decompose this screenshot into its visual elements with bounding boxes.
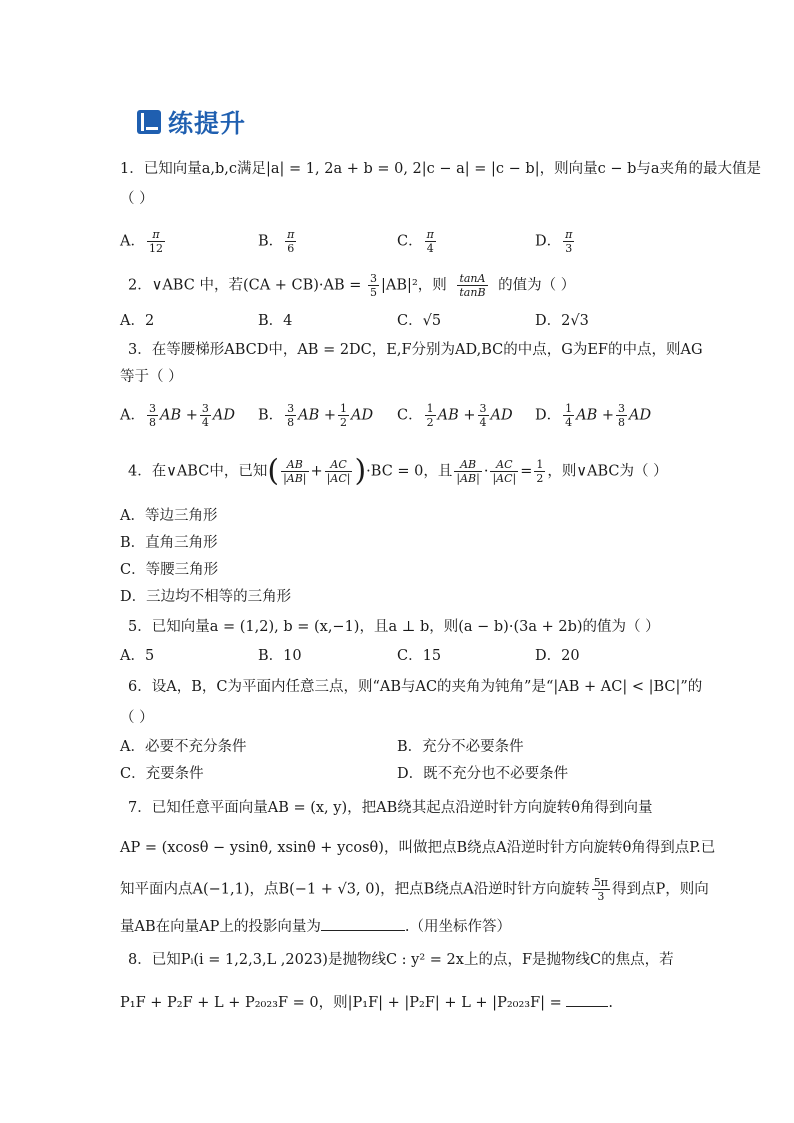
q3-stem-line2: 等于（ ） bbox=[120, 369, 183, 385]
q4-option-c: C．等腰三角形 bbox=[120, 562, 219, 578]
q2-option-d: D．2√3 bbox=[535, 313, 589, 329]
q4-stem: 4．在∨ABC中，已知( $\frac{AB}{|AB|}$ + $\frac{AC}{|AC|}$ )·BC = 0，且 $\frac{AB}{|AB|}$ · $\frac{AC}{|AC|}$ = $\frac{1}{2}$ ，则∨ABC为（ ） bbox=[128, 453, 668, 489]
q2-stem: 2．∨ABC 中，若(CA + CB)·AB = $\frac{3}{5}$ |AB|²，则 $\frac{\tan A}{\tan B}$ 的值为（ ） bbox=[128, 272, 576, 299]
q3-option-c-coef2: $\frac{3}{4}$ bbox=[479, 402, 487, 429]
section-title: 练提升 bbox=[168, 109, 247, 138]
q3-option-a-coef1: $\frac{3}{8}$ bbox=[148, 402, 156, 429]
q3-option-d-coef2: $\frac{3}{8}$ bbox=[618, 402, 626, 429]
section-header bbox=[136, 104, 246, 140]
q3-option-b-coef2: $\frac{1}{2}$ bbox=[340, 402, 348, 429]
q5-stem: 5．已知向量a = (1,2), b = (x,−1)，且a ⊥ b，则(a − b)·(3a + 2b)的值为（ ） bbox=[128, 619, 660, 635]
q5-option-b: B．10 bbox=[258, 648, 302, 664]
q1-option-a-fraction: $\frac{\pi}{12}$ bbox=[148, 228, 163, 255]
q2-option-c: C．√5 bbox=[397, 313, 442, 329]
book-icon bbox=[136, 109, 162, 135]
q1-stem-line2: （ ） bbox=[120, 191, 154, 207]
q7-stem-line2: AP = (xcosθ − ysinθ, xsinθ + ycosθ)，叫做把点B绕点A沿逆时针方向旋转θ角得到点P.已 bbox=[120, 840, 716, 856]
q4-option-a: A．等边三角形 bbox=[120, 508, 218, 524]
q1-option-c: C． $\frac{\pi}{4}$ bbox=[397, 228, 434, 255]
q6-option-b: B．充分不必要条件 bbox=[397, 739, 524, 755]
q1-stem-line1: 1．已知向量a,b,c满足|a| = 1, 2a + b = 0, 2|c − a| = |c − b|，则向量c − b与a夹角的最大值是 bbox=[120, 161, 762, 177]
q3-option-b: B． $\frac{3}{8}$ AB + $\frac{1}{2}$ AD bbox=[258, 402, 374, 429]
q1-option-d: D． $\frac{\pi}{3}$ bbox=[535, 228, 573, 255]
q4-fraction-half: $\frac{1}{2}$ bbox=[536, 458, 544, 485]
q1-option-a: A． $\frac{\pi}{12}$ bbox=[120, 228, 163, 255]
q6-option-c: C．充要条件 bbox=[120, 766, 204, 782]
q6-stem-line2: （ ） bbox=[120, 710, 154, 726]
q8-stem-line2: P₁F + P₂F + L + P₂₀₂₃F = 0，则|P₁F| + |P₂F| + L + |P₂₀₂₃F| = . bbox=[120, 992, 613, 1013]
q4-option-b: B．直角三角形 bbox=[120, 535, 218, 551]
q1-option-b: B． $\frac{\pi}{6}$ bbox=[258, 228, 295, 255]
q4-unit-ac-2: $\frac{AC}{|AC|}$ bbox=[492, 458, 517, 485]
q8-stem-line1: 8．已知Pᵢ(i = 1,2,3,L ,2023)是抛物线C : y² = 2x上的点，F是抛物线C的焦点，若 bbox=[128, 952, 674, 968]
q7-answer-blank[interactable] bbox=[321, 916, 405, 931]
q7-stem-line4: 量AB在向量AP上的投影向量为 .（用坐标作答） bbox=[120, 916, 511, 937]
q8-answer-blank[interactable] bbox=[566, 992, 608, 1007]
q4-right-paren: ) bbox=[354, 453, 367, 489]
q7-rotation-angle: $\frac{5\pi}{3}$ bbox=[593, 876, 608, 903]
q4-unit-ac: $\frac{AC}{|AC|}$ bbox=[326, 458, 351, 485]
q4-unit-ab-2: $\frac{AB}{|AB|}$ bbox=[456, 458, 480, 485]
q4-unit-ab: $\frac{AB}{|AB|}$ bbox=[283, 458, 307, 485]
q2-fraction-tan-ratio: $\frac{\tan A}{\tan B}$ bbox=[459, 272, 486, 299]
q7-stem-line3: 知平面内点A(−1,1)，点B(−1 + √3, 0)，把点B绕点A沿逆时针方向旋转 $\frac{5\pi}{3}$ 得到点P，则向 bbox=[120, 876, 709, 903]
q1-option-d-fraction: $\frac{\pi}{3}$ bbox=[565, 228, 573, 255]
q5-option-c: C．15 bbox=[397, 648, 442, 664]
q1-option-b-fraction: $\frac{\pi}{6}$ bbox=[287, 228, 295, 255]
q5-option-a: A．5 bbox=[120, 648, 155, 664]
q6-option-d: D．既不充分也不必要条件 bbox=[397, 766, 569, 782]
q3-option-c: C． $\frac{1}{2}$ AB + $\frac{3}{4}$ AD bbox=[397, 402, 513, 429]
q6-stem-line1: 6．设A，B，C为平面内任意三点，则“AB与AC的夹角为钝角”是“|AB + AC| < |BC|”的 bbox=[128, 679, 703, 695]
q2-option-a: A．2 bbox=[120, 313, 155, 329]
q3-option-a: A． $\frac{3}{8}$ AB + $\frac{3}{4}$ AD bbox=[120, 402, 235, 429]
q7-stem-line1: 7．已知任意平面向量AB = (x, y)，把AB绕其起点沿逆时针方向旋转θ角得到向量 bbox=[128, 800, 653, 816]
q4-left-paren: ( bbox=[267, 453, 280, 489]
q5-option-d: D．20 bbox=[535, 648, 580, 664]
q3-option-b-coef1: $\frac{3}{8}$ bbox=[287, 402, 295, 429]
q3-option-d: D． $\frac{1}{4}$ AB + $\frac{3}{8}$ AD bbox=[535, 402, 652, 429]
q3-option-d-coef1: $\frac{1}{4}$ bbox=[565, 402, 573, 429]
q3-stem-line1: 3．在等腰梯形ABCD中，AB = 2DC，E,F分别为AD,BC的中点，G为EF的中点，则AG bbox=[128, 342, 703, 358]
q2-option-b: B．4 bbox=[258, 313, 293, 329]
q3-option-c-coef1: $\frac{1}{2}$ bbox=[426, 402, 434, 429]
q1-option-c-fraction: $\frac{\pi}{4}$ bbox=[426, 228, 434, 255]
q3-option-a-coef2: $\frac{3}{4}$ bbox=[201, 402, 209, 429]
q6-option-a: A．必要不充分条件 bbox=[120, 739, 247, 755]
q2-fraction-three-fifths: $\frac{3}{5}$ bbox=[370, 272, 378, 299]
q4-option-d: D．三边均不相等的三角形 bbox=[120, 589, 292, 605]
